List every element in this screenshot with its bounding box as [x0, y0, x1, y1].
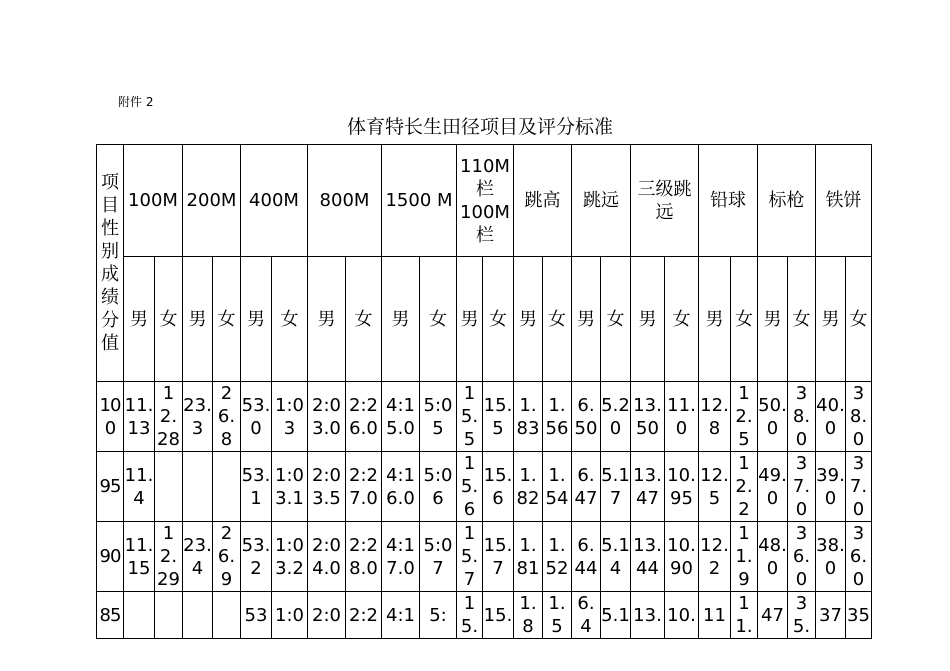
male-header: 男 [382, 257, 420, 382]
event-header: 三级跳远 [631, 145, 699, 257]
data-cell: 2:04.0 [308, 522, 346, 592]
female-header: 女 [731, 257, 758, 382]
table-row [97, 522, 872, 592]
data-cell: 6.44 [572, 522, 601, 592]
event-header: 1500 M [382, 145, 457, 257]
data-cell: 12.2 [731, 452, 758, 522]
data-cell: 15.6 [483, 452, 514, 522]
event-header: 200M [183, 145, 241, 257]
male-header: 男 [758, 257, 788, 382]
male-header: 男 [816, 257, 846, 382]
event-header: 铅球 [699, 145, 758, 257]
data-cell: 10. [665, 592, 699, 639]
data-cell: 5: [420, 592, 457, 639]
data-cell: 1.52 [543, 522, 572, 592]
data-cell: 4:16.0 [382, 452, 420, 522]
data-cell: 11.15 [124, 522, 155, 592]
male-header: 男 [631, 257, 665, 382]
data-cell: 1.5 [543, 592, 572, 639]
male-header: 男 [514, 257, 543, 382]
data-cell: 36.0 [788, 522, 816, 592]
data-cell: 4:17.0 [382, 522, 420, 592]
data-cell: 26.9 [213, 522, 241, 592]
female-header: 女 [601, 257, 631, 382]
data-cell: 11.0 [665, 382, 699, 452]
data-cell: 13.47 [631, 452, 665, 522]
scoring-table [96, 144, 872, 639]
data-cell: 1.82 [514, 452, 543, 522]
data-cell: 15.7 [483, 522, 514, 592]
page-title: 体育特长生田径项目及评分标准 [346, 116, 613, 138]
data-cell: 23.3 [183, 382, 213, 452]
data-cell: 4:1 [382, 592, 420, 639]
data-cell: 15.7 [457, 522, 483, 592]
data-cell: 15. [483, 592, 514, 639]
event-header: 铁饼 [816, 145, 872, 257]
data-cell: 50.0 [758, 382, 788, 452]
data-cell: 5:07 [420, 522, 457, 592]
data-cell: 12.28 [155, 382, 183, 452]
data-cell: 37.0 [846, 452, 872, 522]
data-cell: 26.8 [213, 382, 241, 452]
data-cell: 1:03.1 [272, 452, 308, 522]
data-cell: 5.17 [601, 452, 631, 522]
male-header: 男 [308, 257, 346, 382]
data-cell: 37.0 [788, 452, 816, 522]
data-cell: 2:03.5 [308, 452, 346, 522]
data-cell: 6.50 [572, 382, 601, 452]
female-header: 女 [665, 257, 699, 382]
event-header: 110M 栏 100M 栏 [457, 145, 514, 257]
data-cell: 15.6 [457, 452, 483, 522]
data-cell: 6.4 [572, 592, 601, 639]
data-cell: 4:15.0 [382, 382, 420, 452]
data-cell: 5:06 [420, 452, 457, 522]
male-header: 男 [241, 257, 272, 382]
data-cell: 11.13 [124, 382, 155, 452]
data-cell: 1.54 [543, 452, 572, 522]
female-header: 女 [483, 257, 514, 382]
data-cell [213, 452, 241, 522]
table-row [97, 592, 872, 639]
data-cell: 5.1 [601, 592, 631, 639]
data-cell: 13.44 [631, 522, 665, 592]
female-header: 女 [346, 257, 382, 382]
data-cell: 2:27.0 [346, 452, 382, 522]
data-cell: 2:26.0 [346, 382, 382, 452]
female-header: 女 [543, 257, 572, 382]
male-header: 男 [572, 257, 601, 382]
female-header: 女 [213, 257, 241, 382]
data-cell: 1.83 [514, 382, 543, 452]
data-cell: 11.4 [124, 452, 155, 522]
data-cell: 11 [699, 592, 731, 639]
data-cell: 53.1 [241, 452, 272, 522]
score-cell: 100 [97, 382, 124, 452]
data-cell: 11. [731, 592, 758, 639]
data-cell: 2:28.0 [346, 522, 382, 592]
data-cell: 53.0 [241, 382, 272, 452]
data-cell: 49.0 [758, 452, 788, 522]
data-cell: 48.0 [758, 522, 788, 592]
data-cell: 5.14 [601, 522, 631, 592]
score-cell: 90 [97, 522, 124, 592]
data-cell: 35. [788, 592, 816, 639]
score-cell: 95 [97, 452, 124, 522]
event-header: 跳高 [514, 145, 572, 257]
data-cell: 39.0 [816, 452, 846, 522]
data-cell: 37 [816, 592, 846, 639]
data-cell: 35 [846, 592, 872, 639]
row-header-label: 项目性别成绩分值 [97, 145, 124, 382]
attachment-label: 附件 2 [118, 95, 154, 109]
event-header: 400M [241, 145, 308, 257]
data-cell [155, 592, 183, 639]
data-cell: 12.5 [699, 452, 731, 522]
data-cell: 5:05 [420, 382, 457, 452]
data-cell: 1.8 [514, 592, 543, 639]
data-cell: 10.90 [665, 522, 699, 592]
event-header: 800M [308, 145, 382, 257]
data-cell: 1:03.2 [272, 522, 308, 592]
female-header: 女 [846, 257, 872, 382]
female-header: 女 [155, 257, 183, 382]
data-cell: 38.0 [816, 522, 846, 592]
data-cell: 40.0 [816, 382, 846, 452]
data-cell: 2:2 [346, 592, 382, 639]
table-row [97, 382, 872, 452]
female-header: 女 [420, 257, 457, 382]
data-cell: 1:0 [272, 592, 308, 639]
data-cell: 12.2 [699, 522, 731, 592]
male-header: 男 [457, 257, 483, 382]
data-cell: 5.20 [601, 382, 631, 452]
data-cell: 38.0 [846, 382, 872, 452]
gender-header-row [97, 257, 872, 382]
data-cell: 12.8 [699, 382, 731, 452]
score-cell: 85 [97, 592, 124, 639]
data-cell: 47 [758, 592, 788, 639]
data-cell [183, 592, 213, 639]
data-cell: 10.95 [665, 452, 699, 522]
data-cell: 1:03 [272, 382, 308, 452]
data-cell [213, 592, 241, 639]
data-cell: 53.2 [241, 522, 272, 592]
data-cell: 53 [241, 592, 272, 639]
male-header: 男 [699, 257, 731, 382]
data-cell: 6.47 [572, 452, 601, 522]
table-row [97, 452, 872, 522]
female-header: 女 [272, 257, 308, 382]
data-cell: 38.0 [788, 382, 816, 452]
data-cell: 2:03.0 [308, 382, 346, 452]
data-cell: 15.5 [483, 382, 514, 452]
event-header: 跳远 [572, 145, 631, 257]
male-header: 男 [183, 257, 213, 382]
data-cell: 23.4 [183, 522, 213, 592]
data-cell [124, 592, 155, 639]
data-cell: 11.9 [731, 522, 758, 592]
female-header: 女 [788, 257, 816, 382]
data-cell: 13. [631, 592, 665, 639]
male-header: 男 [124, 257, 155, 382]
data-cell: 1.81 [514, 522, 543, 592]
data-cell: 12.29 [155, 522, 183, 592]
data-cell: 15. [457, 592, 483, 639]
data-cell: 13.50 [631, 382, 665, 452]
data-cell: 36.0 [846, 522, 872, 592]
data-cell [183, 452, 213, 522]
event-header: 100M [124, 145, 183, 257]
event-header: 标枪 [758, 145, 816, 257]
data-cell: 2:0 [308, 592, 346, 639]
data-cell [155, 452, 183, 522]
data-cell: 1.56 [543, 382, 572, 452]
data-cell: 12.5 [731, 382, 758, 452]
data-cell: 15.5 [457, 382, 483, 452]
